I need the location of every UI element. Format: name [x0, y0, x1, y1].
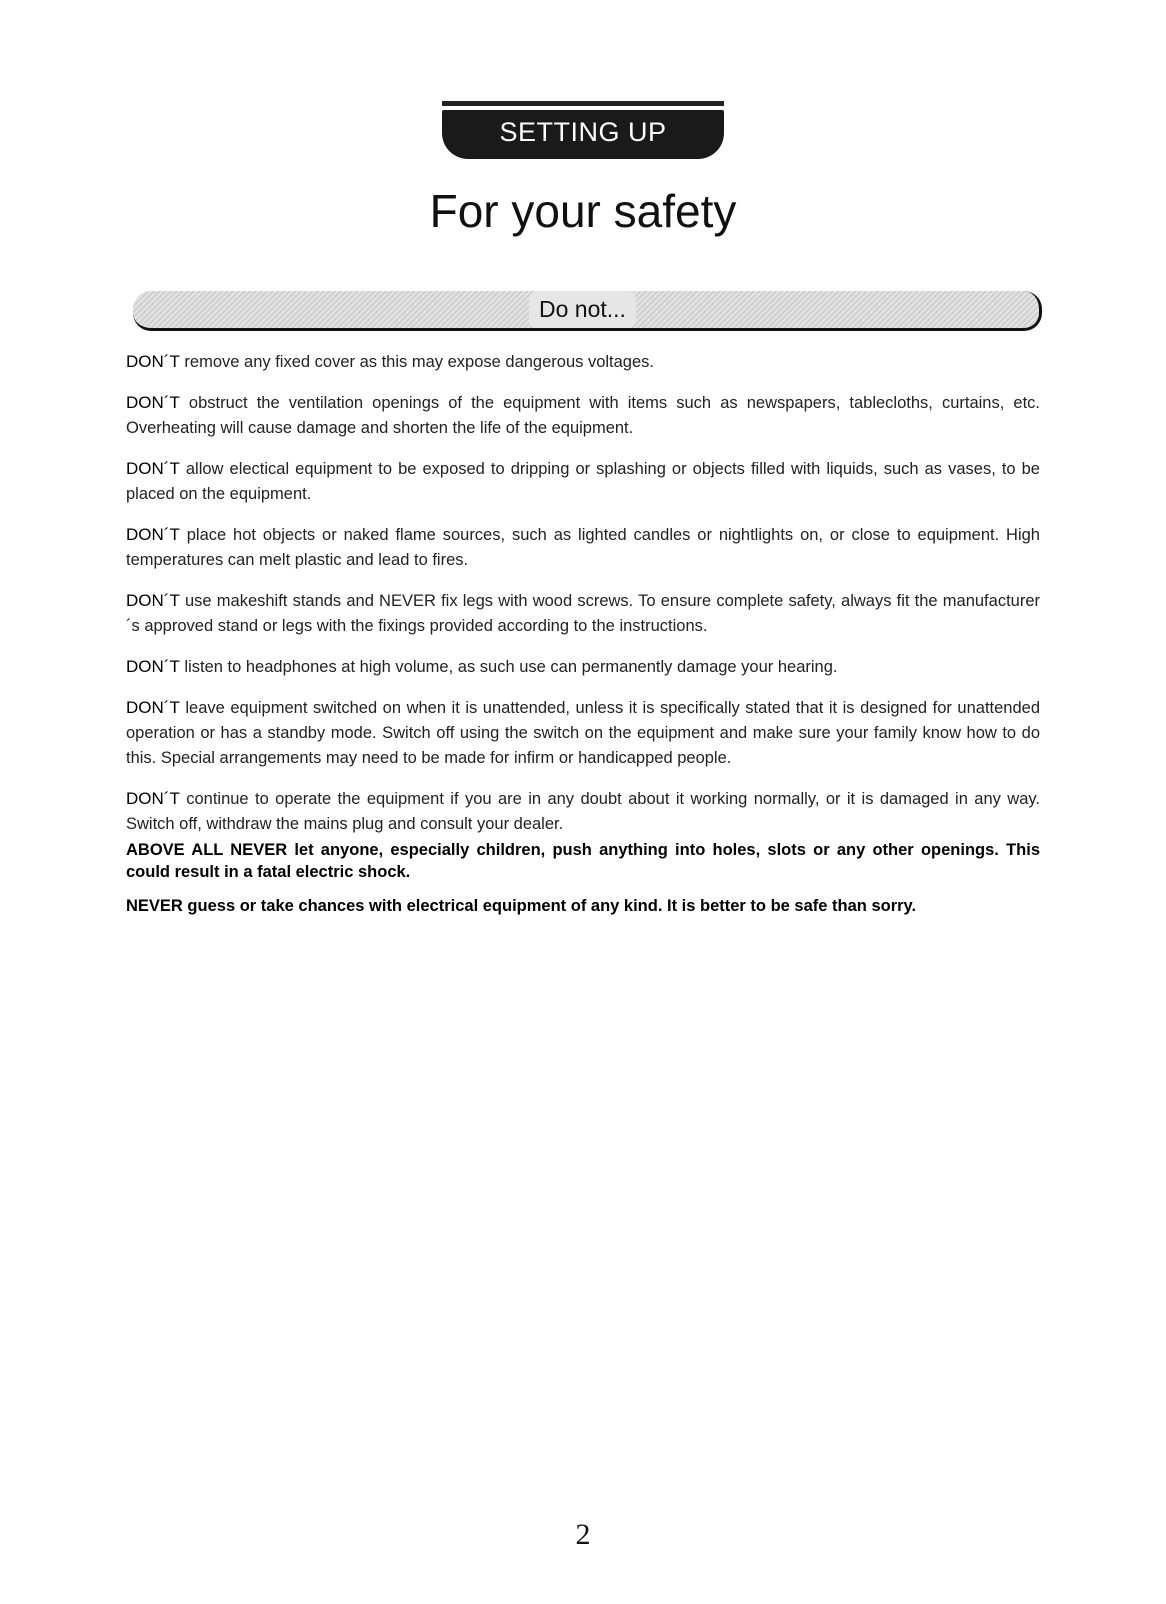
item-lead: DON´T — [126, 698, 180, 717]
section-tab-pill — [442, 110, 724, 159]
safety-list — [126, 349, 1040, 929]
warning-never-guess: NEVER guess or take chances with electrical equipment of any kind. It is better to be safe than sorry. — [126, 897, 917, 915]
safety-item — [126, 456, 1040, 507]
item-lead: DON´T — [126, 789, 180, 808]
warning-fatal-shock: ABOVE ALL NEVER let anyone, especially children, push anything into holes, slots or any other openings. This could result in a fatal electric shock. — [126, 841, 1040, 881]
section-tab-label: SETTING UP — [499, 117, 667, 147]
item-text: place hot objects or naked flame sources, such as lighted candles or nightlights on, or close to equipment. High temperatures can melt plastic and lead to fires. — [126, 526, 1040, 569]
item-lead: DON´T — [126, 393, 180, 412]
item-text: remove any fixed cover as this may expose dangerous voltages. — [179, 353, 654, 371]
safety-item — [126, 786, 1040, 837]
item-text: continue to operate the equipment if you are in any doubt about it working normally, or it is damaged in any way. Switch off, withdraw the mains plug and consult your dealer. — [126, 790, 1040, 833]
item-lead: DON´T — [126, 459, 180, 478]
page-number: 2 — [575, 1518, 591, 1551]
item-text: obstruct the ventilation openings of the equipment with items such as newspapers, tablecloths, curtains, etc. Overheating will cause damage and shorten the life of the equipment. — [126, 394, 1040, 437]
item-lead: DON´T — [126, 657, 180, 676]
item-lead: DON´T — [126, 525, 180, 544]
page-title: For your safety — [429, 185, 737, 237]
section-tab — [442, 101, 724, 159]
item-text: use makeshift stands and NEVER fix legs with wood screws. To ensure complete safety, always fit the manufacturer´s approved stand or legs with the fixings provided according to the instructions. — [126, 592, 1040, 635]
item-text: listen to headphones at high volume, as such use can permanently damage your hearing. — [179, 658, 838, 676]
item-lead: DON´T — [126, 352, 180, 371]
section-tab-rule — [442, 101, 724, 106]
subheader-bar — [133, 291, 1042, 331]
item-text: leave equipment switched on when it is unattended, unless it is specifically stated that it is designed for unattended operation or has a standby mode. Switch off using the switch on the equipment and make sure your family know how to do this. Special arrangements may need to be made for infirm or handicapped people. — [126, 699, 1040, 767]
safety-item — [126, 522, 1040, 573]
safety-item — [126, 390, 1040, 441]
subheader-label: Do not... — [529, 291, 636, 328]
safety-item — [126, 695, 1040, 771]
safety-item — [126, 349, 1040, 375]
item-lead: DON´T — [126, 591, 180, 610]
item-text: allow electical equipment to be exposed to dripping or splashing or objects filled with liquids, such as vases, to be placed on the equipment. — [126, 460, 1040, 503]
safety-item — [126, 588, 1040, 639]
safety-item — [126, 654, 1040, 680]
